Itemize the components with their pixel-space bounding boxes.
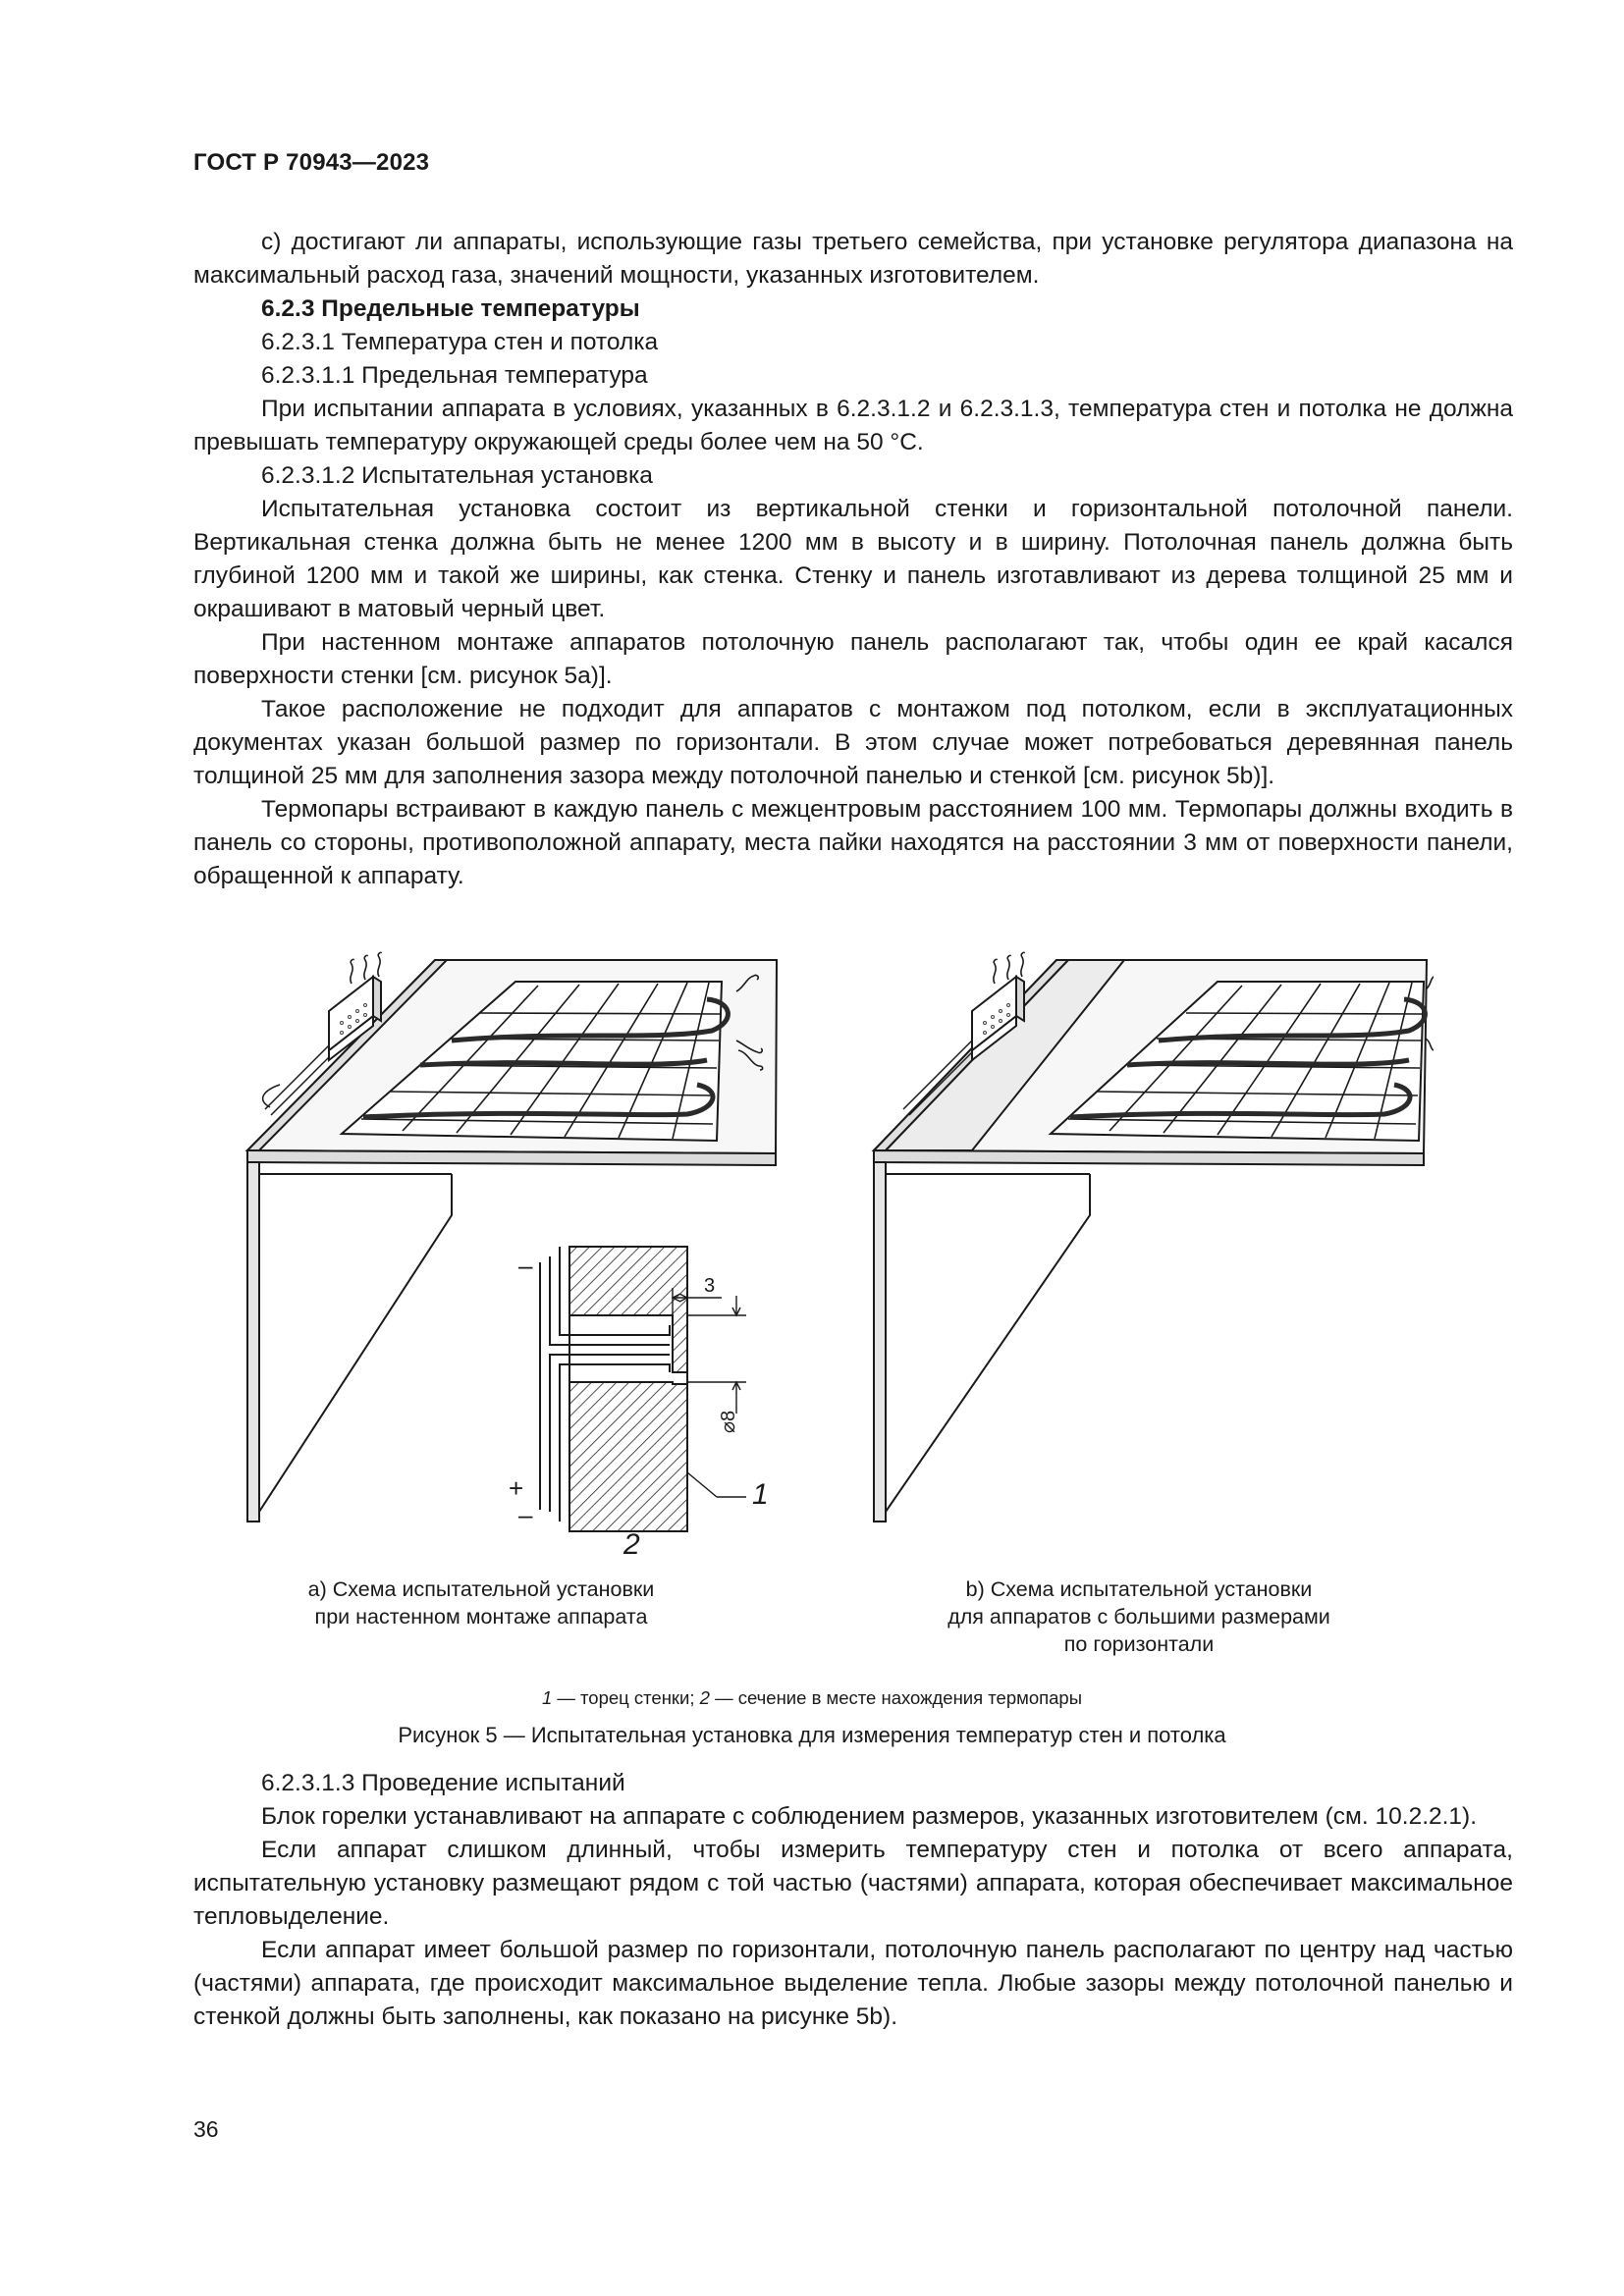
section-heading: 6.2.3 Предельные температуры (261, 295, 640, 322)
page-number: 36 (193, 2116, 219, 2142)
paragraph: Блок горелки устанавливают на аппарате с соблюдением размеров, указанных изготовителем (см. 10.2.2.1). (261, 1803, 1478, 1830)
dim-3-label: 3 (704, 1275, 716, 1297)
minus-top-label: – (518, 1251, 533, 1280)
ref-2-label: 2 (623, 1528, 640, 1561)
paragraph: Испытательная установка состоит из вертикальной стенки и горизонтальной потолочной панели. Вертикальная стенка должна быть не менее 1200 мм в высоту и в ширину. Потолочная панель должна быть глубиной 1200 мм и такой же ширины, как стенка. Стенку и панель изготавливают из дерева толщиной 25 мм и окрашивают в матовый черный цвет. (193, 496, 1513, 622)
paragraph: При испытании аппарата в условиях, указанных в 6.2.3.1.2 и 6.2.3.1.3, температура стен и потолка не должна превышать температуру окружающей среды более чем на 50 °С. (193, 396, 1513, 455)
minus-bottom-label: – (518, 1500, 533, 1529)
body-text-bottom (193, 1767, 1513, 2034)
caption-a-line: а) Схема испытательной установки (307, 1577, 655, 1601)
caption-b-line: b) Схема испытательной установки (965, 1577, 1313, 1601)
figure-title: Рисунок 5 — Испытательная установка для измерения температур стен и потолка (398, 1723, 1226, 1747)
subsection-heading: 6.2.3.1.2 Испытательная установка (261, 462, 653, 489)
legend-number: 1 (541, 1687, 553, 1708)
figure-legend (295, 1684, 1329, 1712)
caption-b-line: по горизонтали (1063, 1632, 1215, 1656)
figure-5-drawing (226, 923, 1434, 1571)
caption-b-line: для аппаратов с большими размерами (947, 1605, 1330, 1629)
caption-a (250, 1575, 712, 1630)
subsection-heading: 6.2.3.1.3 Проведение испытаний (261, 1770, 625, 1796)
legend-text: — торец стенки; (552, 1687, 700, 1708)
subsection-heading: 6.2.3.1 Температура стен и потолка (261, 329, 659, 355)
setup-a-drawing (247, 952, 777, 1522)
caption-b (884, 1575, 1394, 1658)
paragraph: Если аппарат имеет большой размер по горизонтали, потолочную панель располагают по центру над частью (частями) аппарата, где происходит максимальное выделение тепла. Любые зазоры между потолочной панелью и стенкой должны быть заполнены, как показано на рисунке 5b). (193, 1937, 1513, 2030)
dim-8-label: ⌀8 (718, 1410, 739, 1433)
thermocouple-section-detail (540, 1247, 746, 1531)
plus-label: + (509, 1473, 524, 1503)
paragraph: Если аппарат слишком длинный, чтобы измерить температуру стен и потолка от всего аппарата, испытательную установку размещают рядом с той частью (частями) аппарата, которая обеспечивает максимальное тепловыделение. (193, 1837, 1513, 1930)
paragraph: При настенном монтаже аппаратов потолочную панель располагают так, чтобы один ее край касался поверхности стенки [см. рисунок 5a)]. (193, 629, 1513, 689)
legend-text: — сечение в месте нахождения термопары (709, 1687, 1083, 1708)
paragraph: Такое расположение не подходит для аппаратов с монтажом под потолком, если в эксплуатационных документах указан большой размер по горизонтали. В этом случае может потребоваться деревянная панель толщиной 25 мм для заполнения зазора между потолочной панелью и стенкой [см. рисунок 5b)]. (193, 696, 1513, 789)
setup-b-drawing (874, 952, 1434, 1522)
subsection-heading: 6.2.3.1.1 Предельная температура (261, 362, 648, 389)
caption-a-line: при настенном монтаже аппарата (314, 1605, 648, 1629)
body-text-top (193, 226, 1513, 893)
paragraph: Термопары встраивают в каждую панель с межцентровым расстоянием 100 мм. Термопары должны входить в панель со стороны, противоположной аппарату, места пайки находятся на расстоянии 3 мм от поверхности панели, обращенной к аппарату. (193, 796, 1513, 889)
document-header: ГОСТ Р 70943—2023 (193, 149, 430, 176)
ref-1-label: 1 (752, 1478, 769, 1511)
paragraph: с) достигают ли аппараты, использующие газы третьего семейства, при установке регулятора диапазона на максимальный расход газа, значений мощности, указанных изготовителем. (193, 229, 1513, 289)
legend-number: 2 (699, 1687, 710, 1708)
